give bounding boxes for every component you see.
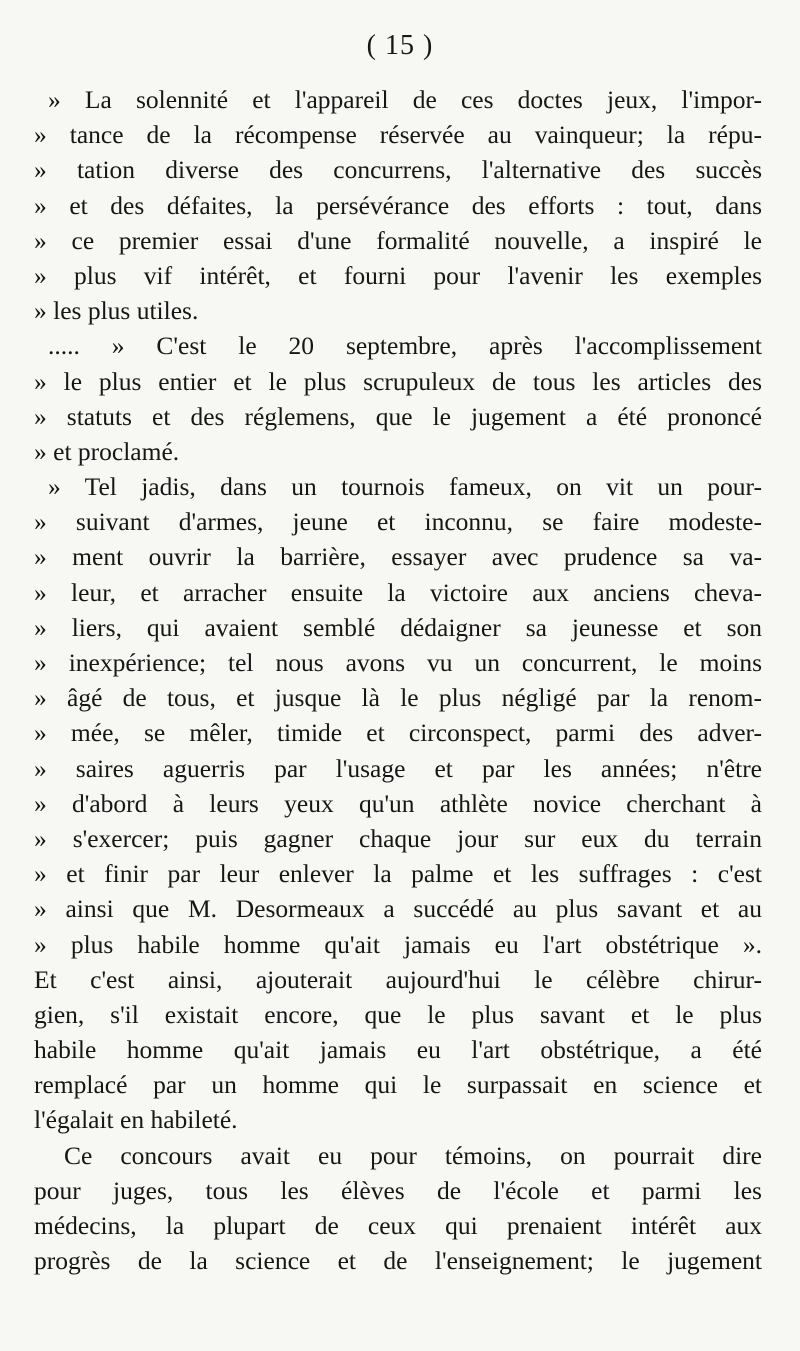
text-line: ..... » C'est le 20 septembre, après l'accomplissement — [48, 331, 762, 361]
text-line: Ce concours avait eu pour témoins, on pourrait dire — [64, 1140, 762, 1170]
text-line: » saires aguerris par l'usage et par les années; n'être — [34, 753, 762, 783]
text-line: progrès de la science et de l'enseignement; le jugement — [34, 1246, 762, 1276]
page-number: ( 15 ) — [366, 30, 434, 61]
text-line: » ment ouvrir la barrière, essayer avec prudence sa va- — [34, 542, 762, 572]
text-line: Et c'est ainsi, ajouterait aujourd'hui le célèbre chirur- — [34, 964, 762, 994]
text-line: » inexpérience; tel nous avons vu un concurrent, le moins — [34, 648, 762, 677]
text-line: » et des défaites, la persévérance des efforts : tout, dans — [34, 190, 762, 220]
text-line: » d'abord à leurs yeux qu'un athlète novice cherchant à — [34, 788, 762, 818]
text-line: » leur, et arracher ensuite la victoire aux anciens cheva- — [34, 577, 762, 607]
body-text — [34, 82, 762, 1278]
text-line: gien, s'il existait encore, que le plus savant et le plus — [34, 999, 762, 1029]
text-line: » ce premier essai d'une formalité nouvelle, a inspiré le — [34, 225, 762, 255]
text-line: » s'exercer; puis gagner chaque jour sur eux du terrain — [34, 823, 762, 853]
text-line: l'égalait en habileté. — [34, 1105, 238, 1135]
text-line: » plus vif intérêt, et fourni pour l'avenir les exemples — [34, 260, 762, 290]
text-line: habile homme qu'ait jamais eu l'art obstétrique, a été — [34, 1035, 762, 1065]
text-line: » et finir par leur enlever la palme et les suffrages : c'est — [34, 859, 762, 889]
text-line: » statuts et des réglemens, que le jugement a été prononcé — [34, 401, 762, 431]
text-line: » tation diverse des concurrens, l'alternative des succès — [34, 155, 762, 185]
text-line: » Tel jadis, dans un tournois fameux, on vit un pour- — [48, 472, 762, 502]
text-line: » mée, se mêler, timide et circonspect, parmi des adver- — [34, 718, 762, 748]
text-line: » liers, qui avaient semblé dédaigner sa jeunesse et son — [34, 612, 762, 642]
text-line: » tance de la récompense réservée au vainqueur; la répu- — [34, 120, 762, 150]
text-line: médecins, la plupart de ceux qui prenaient intérêt aux — [34, 1211, 762, 1240]
text-line: » La solennité et l'appareil de ces doctes jeux, l'impor- — [48, 85, 762, 114]
text-line: » suivant d'armes, jeune et inconnu, se faire modeste- — [34, 507, 762, 537]
text-line: remplacé par un homme qui le surpassait en science et — [34, 1070, 762, 1100]
text-line: » ainsi que M. Desormeaux a succédé au plus savant et au — [34, 894, 762, 924]
text-line: » et proclamé. — [34, 436, 180, 466]
text-line: » les plus utiles. — [34, 296, 199, 326]
text-line: » le plus entier et le plus scrupuleux de tous les articles des — [34, 366, 762, 396]
text-line: pour juges, tous les élèves de l'école et parmi les — [34, 1175, 762, 1205]
text-line: » âgé de tous, et jusque là le plus négligé par la renom- — [34, 683, 762, 713]
text-line: » plus habile homme qu'ait jamais eu l'art obstétrique ». — [34, 929, 762, 959]
